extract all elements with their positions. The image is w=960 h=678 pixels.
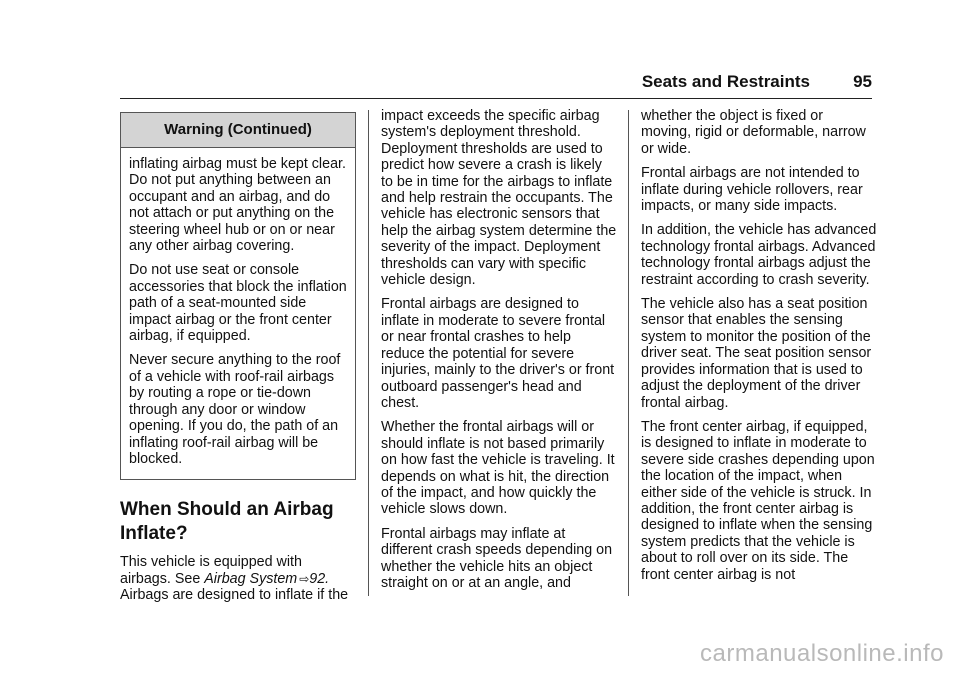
page-header <box>120 70 872 99</box>
body-paragraph: The front center airbag, if equipped, is designed to inflate in moderate to severe side crashes depending upon the location of the impact, when either side of the vehicle is struck. In addition, the front center airbag is designed to inflate when the sensing system predicts that the vehicle is about to roll over on its side. The front center airbag is not <box>641 418 875 583</box>
column-1 <box>120 112 356 612</box>
warning-paragraph: Never secure anything to the roof of a vehicle with roof-rail airbags by routing a rope or tie-down through any door or window opening. If you do, the path of an inflating roof-rail airbag will be blocked. <box>129 352 341 467</box>
warning-paragraph: Do not use seat or console accessories that block the inflation path of a seat-mounted side impact airbag or the front center airbag, if equipped. <box>129 262 347 345</box>
link-page-number: 92. <box>309 570 330 587</box>
warning-body <box>121 148 355 479</box>
body-paragraph: In addition, the vehicle has advanced technology frontal airbags. Advanced technology frontal airbags adjust the restraint according to crash severity. <box>641 222 877 288</box>
body-paragraph: Frontal airbags are designed to inflate in moderate to severe frontal or near frontal crashes to help reduce the potential for severe injuries, mainly to the driver's or front outboard passenger's head and chest. <box>381 296 615 411</box>
body-paragraph: Whether the frontal airbags will or should inflate is not based primarily on how fast the vehicle is traveling. It depends on what is hit, the direction of the impact, and how quickly the vehicle slows down. <box>381 419 615 518</box>
watermark: carmanualsonline.info <box>700 640 944 667</box>
column-divider <box>628 110 629 596</box>
warning-title: Warning (Continued) <box>121 113 355 148</box>
body-paragraph: impact exceeds the specific airbag system's deployment threshold. Deployment thresholds are used to predict how severe a crash is likely to be in time for the airbags to inflate and help restrain the occupants. The vehicle has electronic sensors that help the airbag system determine the severity of the impact. Deployment thresholds can vary with specific vehicle design. <box>381 108 617 289</box>
page-ref-arrow-icon: ⇨ <box>299 571 310 586</box>
airbag-system-link[interactable]: Airbag System <box>204 570 298 587</box>
page-number: 95 <box>853 72 872 91</box>
section-title: Seats and Restraints <box>641 72 810 91</box>
body-paragraph: The vehicle also has a seat position sensor that enables the sensing system to monitor the position of the driver seat. The seat position sensor provides information that is used to adjust the deployment of the driver frontal airbag. <box>641 296 872 411</box>
section-heading: When Should an Airbag Inflate? <box>120 499 334 545</box>
column-divider <box>368 110 369 596</box>
column-2 <box>381 108 617 599</box>
body-paragraph: whether the object is fixed or moving, rigid or deformable, narrow or wide. <box>641 108 866 157</box>
warning-box <box>120 112 356 480</box>
body-paragraph: Frontal airbags may inflate at different crash speeds depending on whether the vehicle hits an object straight on or at an angle, and <box>381 525 613 591</box>
column-3 <box>641 108 877 591</box>
warning-paragraph: inflating airbag must be kept clear. Do not put anything between an occupant and an airbag, and do not attach or put anything on the steering wheel hub or on or near any other airbag covering. <box>129 156 346 255</box>
body-paragraph: Frontal airbags are not intended to inflate during vehicle rollovers, rear impacts, or many side impacts. <box>641 165 863 215</box>
intro-paragraph: This vehicle is equipped with airbags. See Airbag System ⇨92. Airbags are designed to inflate if the <box>120 554 349 604</box>
